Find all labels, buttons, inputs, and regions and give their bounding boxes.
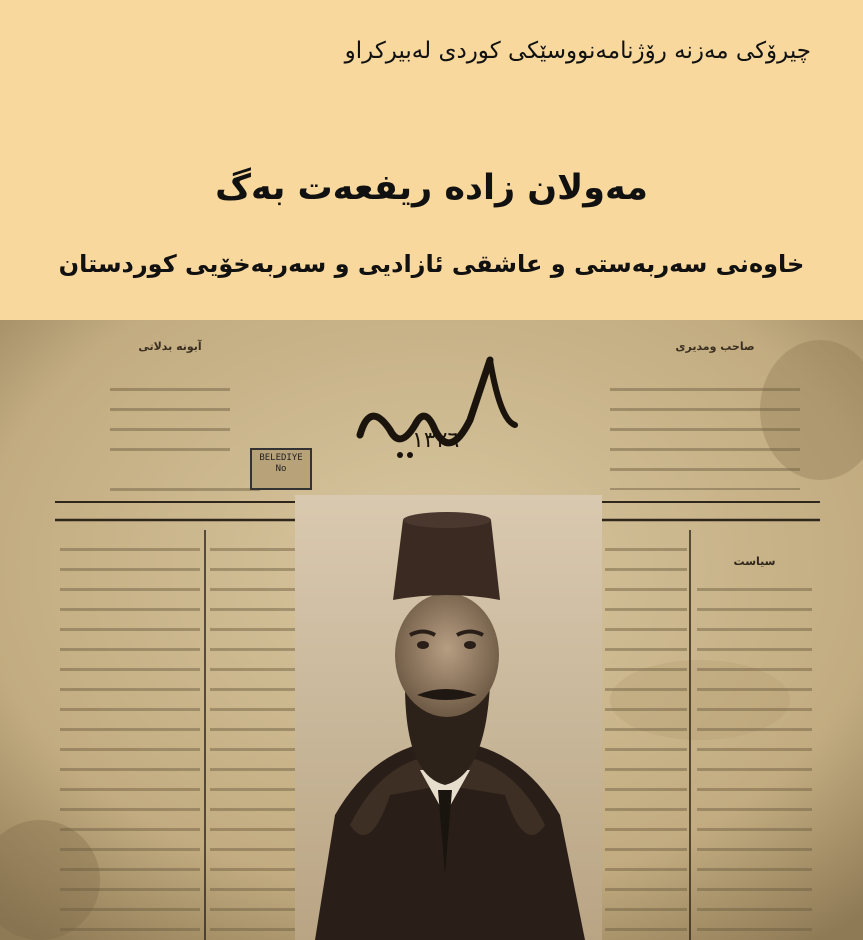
subscription-header bbox=[110, 340, 230, 360]
right-column bbox=[697, 552, 812, 940]
stamp-text: BELEDIYE bbox=[259, 453, 303, 463]
stamp-number: No bbox=[275, 464, 287, 474]
kicker-text: چیرۆکی مەزنە رۆژنامەنووسێکی کوردی لەبیرکراو bbox=[344, 38, 811, 64]
masthead-logo bbox=[340, 340, 540, 490]
page-subtitle: خاوەنی سەربەستی و عاشقی ئازادیی و سەربەخۆیی کوردستان bbox=[58, 250, 805, 278]
masthead-year: ١٣٢٦ bbox=[412, 428, 460, 453]
newspaper-image bbox=[0, 320, 863, 940]
title-banner bbox=[0, 0, 863, 320]
subscription-label: آبونە بدلاتی bbox=[138, 340, 202, 353]
right-column-heading: سیاست bbox=[733, 555, 776, 568]
portrait-photo bbox=[295, 495, 602, 940]
municipal-stamp bbox=[250, 448, 312, 490]
page-title: مەولان زادە ریفعەت بەگ bbox=[215, 168, 648, 208]
editor-label: صاحب ومدیری bbox=[675, 340, 755, 353]
editor-header bbox=[640, 340, 790, 360]
